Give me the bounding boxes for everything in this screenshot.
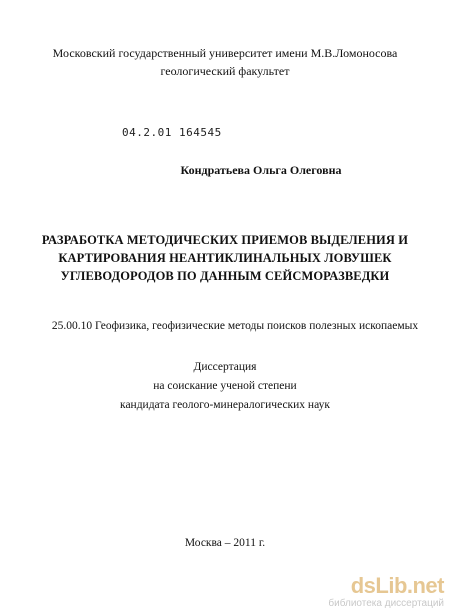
- site-watermark: [314, 575, 444, 610]
- city-year: Москва – 2011 г.: [184, 537, 266, 549]
- author-name: Кондратьева Ольга Олеговна: [180, 163, 342, 177]
- degree-line-2: на соискание ученой степени: [153, 380, 297, 392]
- library-stamp-number: 04.2.01 164545: [122, 126, 222, 139]
- watermark-subtitle: библиотека диссертаций: [328, 598, 444, 609]
- watermark-logo: dsLib.net: [350, 573, 444, 598]
- degree-line-1: Диссертация: [193, 361, 257, 373]
- specialty-code: 25.00.10 Геофизика, геофизические методы поисков полезных ископаемых: [51, 320, 419, 332]
- faculty-name: геологический факультет: [160, 64, 290, 78]
- thesis-title-line-1: РАЗРАБОТКА МЕТОДИЧЕСКИХ ПРИЕМОВ ВЫДЕЛЕНИЯ И: [41, 233, 409, 247]
- university-name: Московский государственный университет имени М.В.Ломоносова: [52, 46, 398, 60]
- thesis-title-line-3: УГЛЕВОДОРОДОВ ПО ДАННЫМ СЕЙСМОРАЗВЕДКИ: [60, 269, 390, 283]
- degree-line-3: кандидата геолого-минералогических наук: [120, 399, 330, 411]
- thesis-title-line-2: КАРТИРОВАНИЯ НЕАНТИКЛИНАЛЬНЫХ ЛОВУШЕК: [58, 251, 392, 265]
